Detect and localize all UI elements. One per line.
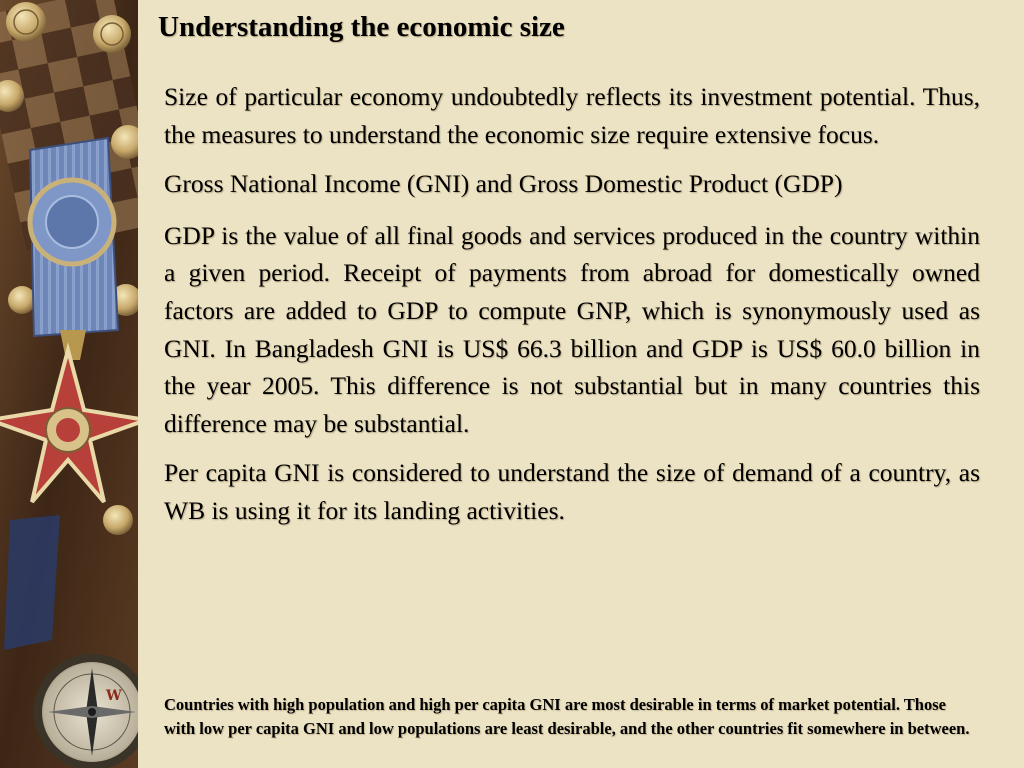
footnote: Countries with high population and high per capita GNI are most desirable in terms of market potential. Those with low per capita GNI and low populations are least desirable, and the other countries fit somewhere in between. [164,695,970,738]
compass-letter: W [106,688,122,704]
paragraph-per-capita: Per capita GNI is considered to understand the size of demand of a country, as WB is using it for its landing activities. [164,458,980,525]
slide-title: Understanding the economic size [158,11,565,43]
paragraph-intro: Size of particular economy undoubtedly reflects its investment potential. Thus, the measures to understand the economic size require extensive focus. [164,82,980,149]
paragraph-gni-gdp-heading: Gross National Income (GNI) and Gross Domestic Product (GDP) [164,169,843,199]
medal-ribbon-icon [30,138,118,360]
decorative-side-image [0,0,138,768]
paragraph-gdp-definition: GDP is the value of all final goods and services produced in the country within a given period. Receipt of payments from abroad for domestically owned factors are added to GDP to compute GNP, which is synonymously used as GNI. In Bangladesh GNI is US$ 66.3 billion and GDP is US$ 60.0 billion in the year 2005. This difference is not substantial but in many countries this difference may be substantial. [164,220,980,438]
side-collage [0,0,138,768]
body-text [164,78,980,530]
